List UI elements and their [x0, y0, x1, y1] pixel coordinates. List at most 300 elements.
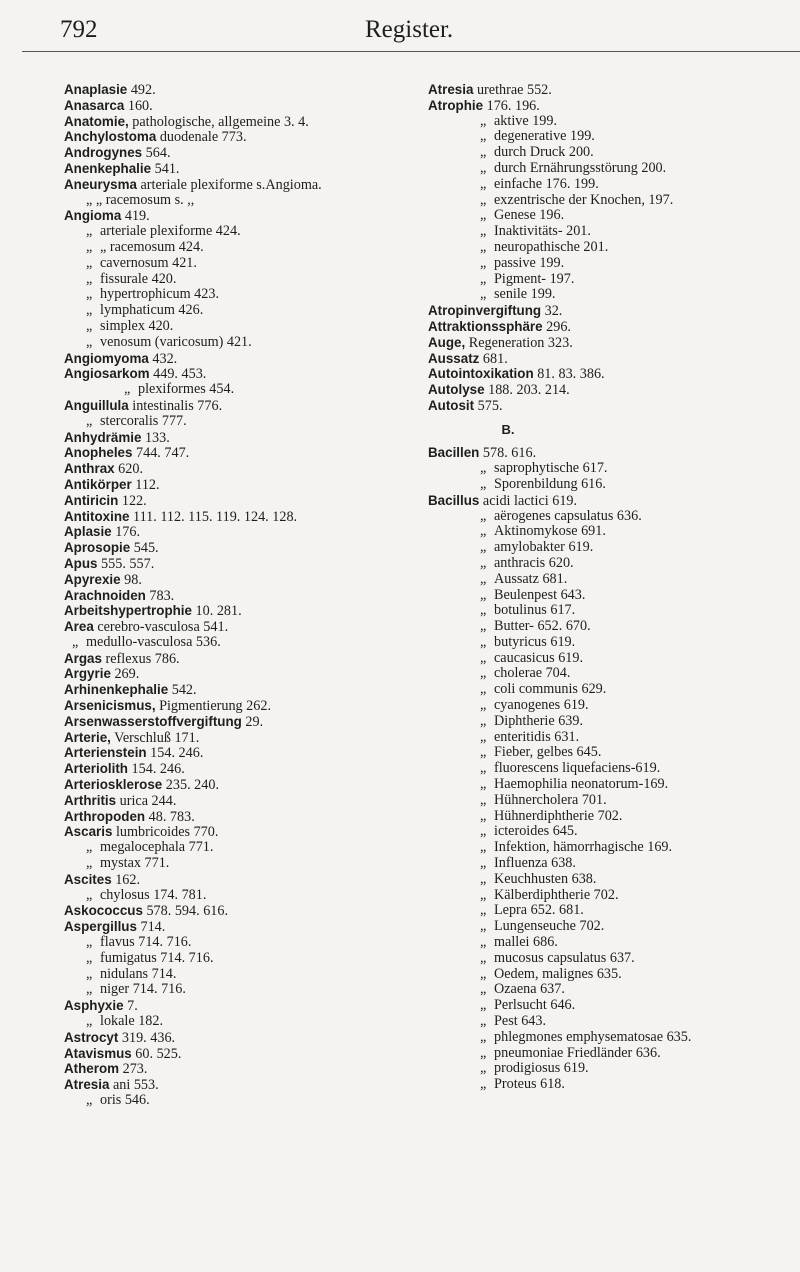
ditto-mark: „	[86, 270, 93, 287]
index-headword: Antikörper	[64, 476, 132, 492]
index-pages: Pest 643.	[494, 1013, 547, 1030]
index-entry	[428, 1046, 800, 1062]
ditto-mark: „	[86, 333, 93, 350]
index-headword: Auge,	[428, 334, 466, 350]
index-pages: chylosus 174. 781.	[100, 886, 207, 903]
index-pages: 449. 453.	[149, 366, 207, 383]
index-pages: phlegmones emphysematosae 635.	[494, 1028, 692, 1045]
index-pages: cholerae 704.	[494, 665, 571, 682]
index-pages: Diphtherie 639.	[494, 712, 584, 729]
ditto-mark: „	[480, 207, 487, 224]
index-pages: 273.	[119, 1061, 148, 1078]
index-headword: Astrocyt	[64, 1029, 119, 1045]
ditto-mark: „	[480, 618, 487, 635]
index-pages: anthracis 620.	[494, 554, 574, 571]
index-entry	[64, 919, 416, 935]
ditto-mark: „	[86, 1013, 93, 1030]
ditto-mark: „	[480, 712, 487, 729]
ditto-mark: „	[480, 791, 487, 808]
ditto-mark: „	[480, 144, 487, 161]
index-entry	[428, 619, 800, 635]
index-headword: Androgynes	[64, 145, 143, 161]
index-entry	[64, 82, 416, 98]
index-entry	[428, 588, 800, 604]
page-number: 792	[60, 16, 98, 43]
ditto-mark: „	[480, 886, 487, 903]
ditto-mark: „	[480, 807, 487, 824]
index-pages: arteriale plexiforme 424.	[100, 223, 241, 240]
index-headword: Argyrie	[64, 666, 111, 682]
index-entry	[64, 1093, 416, 1109]
index-pages: butyricus 619.	[494, 633, 576, 650]
index-pages: 545.	[130, 540, 159, 557]
ditto-mark: „	[86, 1092, 93, 1108]
index-pages: caucasicus 619.	[494, 649, 584, 666]
index-headword: Arthropoden	[64, 808, 146, 824]
index-entry	[64, 208, 416, 224]
ditto-mark: „	[86, 886, 93, 903]
index-entry	[64, 256, 416, 272]
index-headword: Arsenicismus,	[64, 698, 156, 714]
index-pages: saprophytische 617.	[494, 460, 608, 477]
index-headword: Arteriosklerose	[64, 777, 163, 793]
index-pages: Kälberdiphtherie 702.	[494, 886, 619, 903]
index-headword: Angiosarkom	[64, 366, 150, 382]
index-entry	[64, 319, 416, 335]
ditto-mark: „	[86, 317, 93, 334]
index-pages: plexiformes 454.	[138, 381, 235, 398]
index-entry	[428, 603, 800, 619]
ditto-mark: „	[480, 460, 487, 477]
index-entry	[428, 745, 800, 761]
index-entry	[428, 303, 800, 319]
index-entry	[428, 493, 800, 509]
index-entry	[64, 777, 416, 793]
index-pages: degenerative 199.	[494, 128, 595, 145]
index-entry	[428, 509, 800, 525]
index-pages: 176. 196.	[483, 97, 540, 114]
index-pages: 188. 203. 214.	[484, 382, 570, 399]
index-pages: duodenale 773.	[156, 129, 247, 146]
index-pages: Genese 196.	[494, 207, 565, 224]
index-entry	[428, 193, 800, 209]
index-pages: urica 244.	[116, 792, 177, 809]
ditto-mark: „	[480, 918, 487, 935]
ditto-mark: „	[86, 238, 93, 255]
index-headword: Antiricin	[64, 492, 119, 508]
ditto-mark: „	[480, 997, 487, 1014]
index-entry	[428, 714, 800, 730]
ditto-mark: „	[480, 570, 487, 587]
index-headword: Arbeitshypertrophie	[64, 603, 192, 619]
index-entry	[64, 272, 416, 288]
index-entry	[428, 998, 800, 1014]
ditto-mark: „	[86, 934, 93, 951]
index-entry	[428, 919, 800, 935]
index-headword: Anhydrämie	[64, 429, 142, 445]
ditto-mark: „	[480, 191, 487, 208]
index-entry	[64, 761, 416, 777]
index-pages: 98.	[120, 571, 142, 588]
index-headword: Arterienstein	[64, 745, 147, 761]
index-pages: oris 546.	[100, 1092, 150, 1108]
index-entry	[428, 319, 800, 335]
index-pages: 81. 83. 386.	[533, 366, 605, 383]
ditto-mark: „	[480, 286, 487, 303]
index-pages: flavus 714. 716.	[100, 934, 192, 951]
index-entry	[428, 1061, 800, 1077]
index-headword: Anchylostoma	[64, 129, 157, 145]
index-entry	[428, 240, 800, 256]
index-pages: megalocephala 771.	[100, 839, 214, 856]
index-entry	[64, 366, 416, 382]
index-entry	[64, 998, 416, 1014]
ditto-mark: „	[86, 981, 93, 998]
index-pages: 60. 525.	[131, 1045, 182, 1062]
index-entry	[428, 208, 800, 224]
ditto-mark: „	[480, 697, 487, 714]
ditto-mark: „	[86, 855, 93, 872]
index-entry	[64, 1061, 416, 1077]
index-headword: Bacillus	[428, 492, 480, 508]
index-headword: Atherom	[64, 1061, 120, 1077]
ditto-mark: „	[480, 254, 487, 271]
ditto-mark: „	[480, 539, 487, 556]
index-entry	[64, 98, 416, 114]
index-subentry: „ „ racemosum s. ,,	[86, 191, 195, 208]
index-entry	[428, 793, 800, 809]
ditto-mark: „	[480, 270, 487, 287]
index-pages: acidi lactici 619.	[479, 492, 578, 509]
index-pages: ani 553.	[109, 1077, 159, 1094]
index-pages: 269.	[110, 666, 140, 683]
ditto-mark: „	[86, 965, 93, 982]
index-entry	[64, 414, 416, 430]
index-entry	[64, 398, 416, 414]
index-headword: Arsenwasserstoffvergiftung	[64, 713, 242, 729]
index-entry	[428, 524, 800, 540]
index-pages: Pigment- 197.	[494, 270, 575, 287]
ditto-mark: „	[124, 381, 131, 398]
ditto-mark: „	[480, 128, 487, 145]
index-pages: 112.	[131, 476, 160, 493]
index-entry	[428, 445, 800, 461]
index-entry	[64, 967, 416, 983]
index-entry	[428, 256, 800, 272]
index-pages: durch Druck 200.	[494, 144, 594, 161]
index-entry	[428, 177, 800, 193]
index-pages: 296.	[542, 318, 571, 335]
index-pages: Hühnercholera 701.	[494, 791, 607, 808]
ditto-mark: „	[86, 839, 93, 856]
index-headword: Area	[64, 619, 94, 635]
index-entry	[428, 635, 800, 651]
index-entry	[64, 809, 416, 825]
index-entry	[64, 556, 416, 572]
index-headword: Argas	[64, 650, 102, 666]
index-headword: Aprosopie	[64, 540, 131, 556]
index-entry	[428, 224, 800, 240]
index-pages: 492.	[127, 82, 156, 98]
index-entry	[428, 698, 800, 714]
index-entry	[64, 1046, 416, 1062]
index-entry	[64, 619, 416, 635]
index-pages: Aussatz 681.	[494, 570, 568, 587]
ditto-mark: „	[480, 1013, 487, 1030]
ditto-mark: „	[480, 1060, 487, 1077]
ditto-mark: „	[480, 870, 487, 887]
index-entry	[428, 666, 800, 682]
index-pages: lumbricoides 770.	[112, 824, 219, 841]
index-pages: 235. 240.	[162, 777, 219, 794]
index-pages: lokale 182.	[100, 1013, 164, 1030]
index-entry	[428, 572, 800, 588]
ditto-mark: „	[86, 286, 93, 303]
index-pages: Proteus 618.	[494, 1076, 565, 1093]
index-entry	[428, 556, 800, 572]
index-pages: fumigatus 714. 716.	[100, 949, 214, 966]
ditto-mark: „	[480, 823, 487, 840]
header-rule	[22, 51, 800, 52]
index-pages: neuropathische 201.	[494, 238, 609, 255]
index-entry	[64, 1077, 416, 1093]
index-headword: Autointoxikation	[428, 366, 534, 382]
ditto-mark: „	[480, 523, 487, 540]
index-group-b	[428, 445, 800, 1093]
index-pages: 154. 246.	[127, 761, 185, 778]
index-pages: Butter- 652. 670.	[494, 618, 591, 635]
index-entry	[428, 682, 800, 698]
ditto-mark: „	[480, 681, 487, 698]
index-pages: 578. 594. 616.	[142, 903, 229, 920]
index-entry	[64, 382, 416, 398]
index-pages: 122.	[118, 492, 147, 509]
index-pages: nidulans 714.	[100, 965, 177, 982]
index-pages: enteritidis 631.	[494, 728, 580, 745]
index-column-left	[64, 82, 416, 1109]
index-entry	[64, 129, 416, 145]
ditto-mark: „	[480, 728, 487, 745]
ditto-mark: „	[480, 934, 487, 951]
page-title: Register.	[365, 16, 454, 43]
index-pages: amylobakter 619.	[494, 539, 594, 556]
index-pages: Inaktivitäts- 201.	[494, 223, 591, 240]
section-letter-b: B.	[501, 421, 515, 437]
ditto-mark: „	[86, 302, 93, 319]
index-pages: botulinus 617.	[494, 602, 576, 619]
index-headword: Atrophie	[428, 97, 484, 113]
index-pages: 541.	[151, 160, 180, 177]
index-pages: Pigmentierung 262.	[155, 698, 272, 715]
index-pages: 620.	[114, 461, 143, 478]
index-entry	[64, 903, 416, 919]
index-headword: Atavismus	[64, 1045, 132, 1061]
index-pages: arteriale plexiforme s.Angioma.	[136, 176, 322, 193]
ditto-mark: „	[480, 949, 487, 966]
index-entry	[428, 366, 800, 382]
index-pages: Influenza 638.	[494, 855, 576, 872]
index-entry	[64, 287, 416, 303]
index-pages: simplex 420.	[100, 317, 174, 334]
index-entry	[64, 303, 416, 319]
index-headword: Anaplasie	[64, 82, 128, 97]
index-entry	[428, 872, 800, 888]
index-headword: Atresia	[428, 82, 474, 97]
index-pages: 419.	[121, 208, 150, 225]
index-pages: 10. 281.	[191, 603, 242, 620]
ditto-mark: „	[480, 507, 487, 524]
index-pages: aktive 199.	[494, 112, 558, 129]
index-entry	[64, 193, 416, 209]
index-pages: cavernosum 421.	[100, 254, 197, 271]
index-entry	[428, 161, 800, 177]
index-pages: medullo-vasculosa 536.	[86, 633, 221, 650]
index-pages: lymphaticum 426.	[100, 302, 204, 319]
index-pages: Lungenseuche 702.	[494, 918, 605, 935]
index-headword: Apyrexie	[64, 571, 121, 587]
index-entry	[64, 509, 416, 525]
ditto-mark: „	[480, 776, 487, 793]
index-headword: Angioma	[64, 208, 122, 224]
index-pages: exzentrische der Knochen, 197.	[494, 191, 674, 208]
index-entry	[428, 856, 800, 872]
index-entry	[428, 777, 800, 793]
index-entry	[64, 682, 416, 698]
index-entry	[64, 635, 416, 651]
page-header	[0, 12, 800, 44]
index-pages: aërogenes capsulatus 636.	[494, 507, 642, 524]
index-headword: Asphyxie	[64, 998, 124, 1014]
ditto-mark: „	[480, 159, 487, 176]
index-pages: 48. 783.	[145, 808, 195, 825]
index-entry	[428, 651, 800, 667]
index-entry	[64, 603, 416, 619]
index-pages: 319. 436.	[118, 1029, 176, 1046]
ditto-mark: „	[72, 633, 79, 650]
index-entry	[64, 651, 416, 667]
index-entry	[64, 145, 416, 161]
ditto-mark: „	[480, 586, 487, 603]
index-entry	[64, 1014, 416, 1030]
ditto-mark: „	[480, 649, 487, 666]
index-pages: reflexus 786.	[101, 650, 180, 667]
index-entry	[428, 114, 800, 130]
index-headword: Aussatz	[428, 350, 480, 366]
index-headword: Anguillula	[64, 397, 129, 413]
index-entry	[64, 982, 416, 998]
index-headword: Arachnoiden	[64, 587, 146, 603]
index-entry	[64, 335, 416, 351]
index-entry	[64, 935, 416, 951]
ditto-mark: „	[86, 223, 93, 240]
index-pages: coli communis 629.	[494, 681, 607, 698]
index-entry	[428, 761, 800, 777]
ditto-mark: „	[480, 223, 487, 240]
index-headword: Anenkephalie	[64, 160, 152, 176]
index-pages: 32.	[541, 303, 563, 320]
index-entry	[428, 809, 800, 825]
ditto-mark: „	[480, 112, 487, 129]
index-entry	[64, 824, 416, 840]
index-pages: Verschluß 171.	[110, 729, 200, 746]
index-pages: pathologische, allgemeine 3. 4.	[128, 113, 309, 130]
index-pages: stercoralis 777.	[100, 412, 187, 429]
index-pages: prodigiosus 619.	[494, 1060, 589, 1077]
index-entry	[428, 461, 800, 477]
index-headword: Arteriolith	[64, 761, 128, 777]
index-headword: Aneurysma	[64, 176, 137, 192]
index-entry	[428, 335, 800, 351]
index-entry	[64, 588, 416, 604]
ditto-mark: „	[480, 1044, 487, 1061]
ditto-mark: „	[86, 949, 93, 966]
index-pages: fluorescens liquefaciens-619.	[494, 760, 661, 777]
index-entry	[428, 477, 800, 493]
index-headword: Arthritis	[64, 792, 117, 808]
index-pages: hypertrophicum 423.	[100, 286, 219, 303]
index-entry	[428, 145, 800, 161]
index-entry	[428, 824, 800, 840]
index-pages: Keuchhusten 638.	[494, 870, 597, 887]
index-pages: 154. 246.	[146, 745, 204, 762]
index-entry	[64, 856, 416, 872]
index-pages: 575.	[474, 397, 503, 414]
ditto-mark: „	[480, 475, 487, 492]
ditto-mark: „	[480, 238, 487, 255]
index-pages: Infektion, hämorrhagische 169.	[494, 839, 673, 856]
index-pages: 160.	[124, 97, 153, 114]
index-pages: 7.	[123, 998, 138, 1015]
index-pages: Perlsucht 646.	[494, 997, 576, 1014]
index-entry	[428, 967, 800, 983]
index-group-a-continued	[428, 82, 800, 414]
index-entry	[428, 888, 800, 904]
ditto-mark: „	[480, 1028, 487, 1045]
index-entry	[428, 98, 800, 114]
index-entry	[64, 540, 416, 556]
index-entry	[428, 951, 800, 967]
index-pages: fissurale 420.	[100, 270, 177, 287]
ditto-mark: „	[480, 665, 487, 682]
index-headword: Ascites	[64, 871, 112, 887]
index-pages: Regeneration 323.	[465, 334, 573, 351]
index-entry	[64, 951, 416, 967]
ditto-mark: „	[86, 254, 93, 271]
index-pages: 564.	[142, 145, 171, 162]
index-entry	[428, 982, 800, 998]
index-entry	[64, 745, 416, 761]
index-pages: „ racemosum 424.	[100, 238, 204, 255]
ditto-mark: „	[480, 902, 487, 919]
index-headword: Anasarca	[64, 97, 125, 113]
ditto-mark: „	[480, 839, 487, 856]
index-pages: Hühnerdiphtherie 702.	[494, 807, 623, 824]
index-pages: Oedem, malignes 635.	[494, 965, 622, 982]
index-headword: Autolyse	[428, 382, 485, 398]
index-entry	[428, 272, 800, 288]
index-entry	[64, 698, 416, 714]
index-entry	[64, 1030, 416, 1046]
index-pages: Sporenbildung 616.	[494, 475, 606, 492]
index-pages: Aktinomykose 691.	[494, 523, 606, 540]
index-pages: intestinalis 776.	[128, 397, 223, 414]
index-entry	[64, 888, 416, 904]
index-pages: 111. 112. 115. 119. 124. 128.	[129, 508, 298, 525]
ditto-mark: „	[480, 760, 487, 777]
index-column-right	[428, 82, 800, 1093]
index-headword: Autosit	[428, 397, 475, 413]
index-headword: Apus	[64, 555, 98, 571]
